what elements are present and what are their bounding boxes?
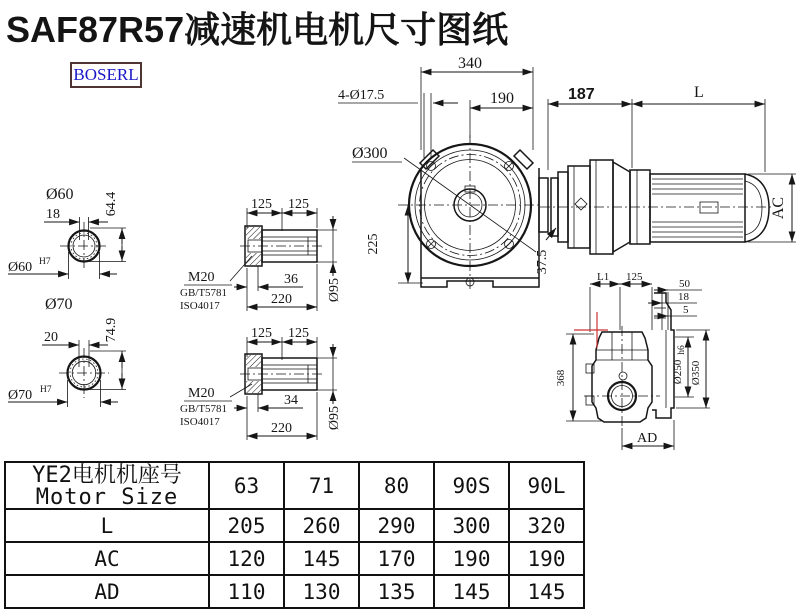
front-width-dim: 340 — [458, 55, 482, 72]
back-ad-dim: AD — [637, 431, 658, 446]
table-header-row — [5, 462, 584, 509]
row-label-AD: AD — [5, 575, 209, 608]
sleeve-top-len-dim: 220 — [271, 292, 292, 307]
shaft70-bore-tol: H7 — [40, 385, 52, 395]
back-height-dim: 368 — [555, 369, 567, 387]
AD-90s: 145 — [434, 575, 509, 608]
back-small-hole — [619, 372, 627, 380]
shaft70-height-dim: 74.9 — [104, 317, 119, 343]
shaft60-bore-tol: H7 — [39, 257, 51, 267]
fan-cover — [745, 174, 769, 242]
table-header-cell — [5, 462, 209, 509]
sleeve-top-std2: ISO4017 — [180, 300, 220, 312]
sleeve-top-dim-125a: 125 — [251, 197, 272, 212]
back-18-dim: 18 — [678, 291, 689, 303]
sleeve-top-std1: GB/T5781 — [180, 287, 228, 299]
sleeve-bot-keylen-dim: 34 — [284, 393, 298, 408]
back-flangedia-dim: Ø350 — [690, 360, 702, 386]
sleeve-bot-std2: ISO4017 — [180, 416, 220, 428]
front-view — [338, 55, 556, 292]
shaft70-key-dim: 20 — [44, 330, 58, 345]
size-col-90s: 90S — [434, 462, 509, 509]
sleeve-top-dia-dim: Ø95 — [327, 277, 342, 303]
sleeve-bot-dia-dim: Ø95 — [327, 405, 342, 431]
size-col-80: 80 — [359, 462, 434, 509]
row-label-AC: AC — [5, 542, 209, 575]
table-header-cn: YE2电机机座号 — [32, 462, 182, 488]
sleeve-bottom-view — [180, 326, 342, 440]
housing-base — [421, 278, 539, 287]
brand-logo-text: BOSERL — [73, 65, 139, 84]
terminal-box — [700, 202, 718, 213]
table-row-L — [5, 509, 584, 542]
shaft70-section-view — [8, 296, 126, 407]
motor-size-table — [4, 461, 585, 609]
AC-71: 145 — [284, 542, 359, 575]
lifting-eye — [575, 198, 587, 210]
side-motordia-dim: AC — [770, 196, 787, 220]
back-l1-dim: L1 — [597, 271, 610, 283]
L-71: 260 — [284, 509, 359, 542]
row-label-L: L — [5, 509, 209, 542]
shaft60-section-view — [8, 186, 126, 279]
side-view — [540, 84, 796, 254]
AC-63: 120 — [209, 542, 284, 575]
back-flange-plate — [652, 293, 674, 418]
sleeve-bot-std1: GB/T5781 — [180, 403, 228, 415]
front-boltcircle-label: Ø300 — [352, 145, 388, 162]
size-col-63: 63 — [209, 462, 284, 509]
side-gearlen-dim: 187 — [568, 86, 595, 103]
shaft60-height-dim: 64.4 — [104, 191, 119, 217]
AD-80: 135 — [359, 575, 434, 608]
sleeve-bot-dim-125b: 125 — [288, 326, 309, 341]
sleeve-bot-dim-125a: 125 — [251, 326, 272, 341]
back-view — [555, 271, 710, 450]
AC-90s: 190 — [434, 542, 509, 575]
back-125-dim: 125 — [626, 271, 643, 283]
back-spigot-dim: Ø250 — [672, 359, 684, 385]
sleeve-top-dim-125b: 125 — [288, 197, 309, 212]
sleeve-bot-thread-label: M20 — [188, 386, 215, 401]
AC-90l: 190 — [509, 542, 584, 575]
L-80: 290 — [359, 509, 434, 542]
table-header-en: Motor Size — [35, 484, 179, 510]
L-90l: 320 — [509, 509, 584, 542]
front-holes-label: 4-Ø17.5 — [338, 88, 385, 103]
front-half-dim: 190 — [490, 90, 514, 107]
front-height-dim: 225 — [366, 233, 381, 255]
size-col-90l: 90L — [509, 462, 584, 509]
shaft70-bore-label: Ø70 — [8, 388, 33, 403]
AD-63: 110 — [209, 575, 284, 608]
shaft70-dia-label: Ø70 — [45, 296, 73, 313]
input-side-block — [539, 178, 548, 232]
AC-80: 170 — [359, 542, 434, 575]
sleeve-top-thread-label: M20 — [188, 270, 215, 285]
shaft60-dia-label: Ø60 — [46, 186, 74, 203]
side-motorlen-dim: L — [694, 84, 704, 101]
sleeve-top-view — [180, 197, 342, 312]
front-offset-dim: 37.5 — [535, 249, 550, 275]
back-spigot-tol: h6 — [677, 345, 687, 355]
shaft60-bore-label: Ø60 — [8, 260, 33, 275]
size-col-71: 71 — [284, 462, 359, 509]
L-63: 205 — [209, 509, 284, 542]
L-90s: 300 — [434, 509, 509, 542]
AD-90l: 145 — [509, 575, 584, 608]
AD-71: 130 — [284, 575, 359, 608]
back-5-dim: 5 — [683, 304, 689, 316]
table-row-AD — [5, 575, 584, 608]
sleeve-top-keylen-dim: 36 — [284, 272, 298, 287]
shaft60-key-dim: 18 — [46, 207, 60, 222]
back-50-dim: 50 — [679, 278, 690, 290]
page-title: SAF87R57减速机电机尺寸图纸 — [6, 9, 509, 50]
table-row-AC — [5, 542, 584, 575]
sleeve-bot-len-dim: 220 — [271, 421, 292, 436]
motor-fins — [652, 179, 743, 237]
